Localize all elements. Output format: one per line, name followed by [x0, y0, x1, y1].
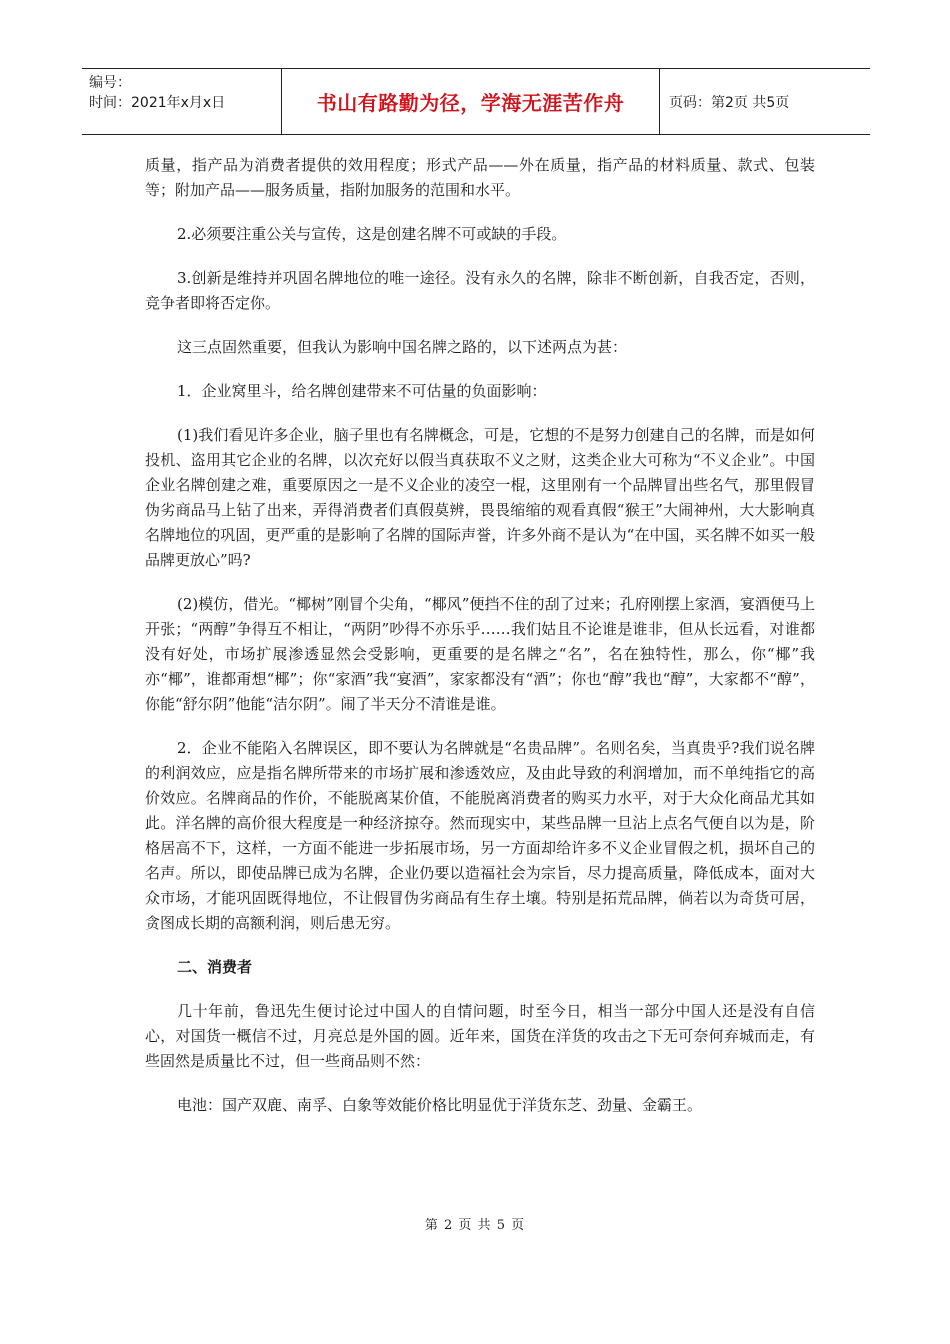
motto-cell — [282, 69, 660, 134]
header-table — [82, 68, 870, 135]
page-footer — [0, 1214, 950, 1233]
section-heading: 二、消费者 — [177, 958, 253, 976]
paragraph: 2．企业不能陷入名牌误区，即不要认为名牌就是“名贵品牌”。名则名矣，当真贵乎?我们说名牌的利润效应，应是指名牌所带来的市场扩展和渗透效应，及由此导致的利润增加，而不单纯指它的高价效应。名牌商品的作价，不能脱离某价值，不能脱离消费者的购买力水平，对于大众化商品尤其如此。洋名牌的高价很大程度是一种经济掠夺。然而现实中，某些品牌一旦沾上点名气便自以为是，阶格居高不下，这样，一方面不能进一步拓展市场，另一方面却给许多不义企业冒假之机，损坏自己的名声。所以，即使品牌已成为名牌，企业仍要以造福社会为宗旨，尽力提高质量，降低成本，面对大众市场，才能巩固既得地位，不让假冒伪劣商品有生存土壤。特别是拓荒品牌，倘若以为奇货可居，贪图成长期的高额利润，则后患无穷。 — [145, 739, 815, 932]
paragraph: 质量，指产品为消费者提供的效用程度；形式产品——外在质量，指产品的材料质量、款式、包装等；附加产品——服务质量，指附加服务的范围和水平。 — [145, 156, 815, 199]
page-info-text: 页码：第2页 共5页 — [669, 94, 790, 111]
paragraph: 几十年前，鲁迅先生便讨论过中国人的自情问题，时至今日，相当一部分中国人还是没有自信心，对国货一概信不过，月亮总是外国的圆。近年来，国货在洋货的攻击之下无可奈何弃城而走，有些固然是质量比不过，但一些商品则不然： — [145, 1002, 815, 1070]
paragraph: 3.创新是维持并巩固名牌地位的唯一途径。没有永久的名牌，除非不断创新，自我否定，否则，竞争者即将否定你。 — [145, 269, 815, 312]
paragraph: 电池：国产双鹿、南孚、白象等效能价格比明显优于洋货东芝、劲量、金霸王。 — [177, 1096, 703, 1114]
date-label: 时间：2021年x月x日 — [89, 95, 226, 111]
page-info-cell — [660, 69, 870, 134]
paragraph: 2.必须要注重公关与宣传，这是创建名牌不可或缺的手段。 — [177, 225, 567, 243]
header-meta-cell — [82, 69, 282, 134]
footer-page-number: 第 2 页 共 5 页 — [424, 1218, 526, 1233]
paragraph: (2)模仿，借光。“椰树”刚冒个尖角，“椰风”便挡不住的刮了过来；孔府刚摆上家酒，宴酒便马上开张；“两醇”争得互不相让，“两阴”吵得不亦乐乎……我们姑且不论谁是谁非，但从长远看，对谁都没有好处，市场扩展渗透显然会受影响，更重要的是名牌之“名”，名在独特性，那么，你“椰”我亦“椰”，谁都甭想“椰”；你“家酒”我“宴酒”，家家都没有“酒”；你也“醇”我也“醇”，大家都不“醇”，你能“舒尔阴”他能“洁尔阴”。闹了半天分不清谁是谁。 — [145, 595, 815, 713]
motto-text: 书山有路勤为径，学海无涯苦作舟 — [316, 91, 625, 115]
paragraph: (1)我们看见许多企业，脑子里也有名牌概念，可是，它想的不是努力创建自己的名牌，而是如何投机、盗用其它企业的名牌，以次充好以假当真获取不义之财，这类企业大可称为“不义企业”。中国企业名牌创建之难，重要原因之一是不义企业的凌空一棍，这里刚有一个品牌冒出些名气，那里假冒伪劣商品马上钻了出来，弄得消费者们真假莫辨，畏畏缩缩的观看真假“猴王”大闹神州，大大影响真名牌地位的巩固，更严重的是影响了名牌的国际声誉，许多外商不是认为“在中国，买名牌不如买一般品牌更放心”吗? — [145, 426, 815, 569]
paragraph: 这三点固然重要，但我认为影响中国名牌之路的，以下述两点为甚： — [177, 338, 628, 356]
document-body — [145, 153, 815, 1137]
code-label: 编号： — [89, 75, 131, 91]
paragraph: 1．企业窝里斗，给名牌创建带来不可估量的负面影响： — [177, 382, 547, 400]
